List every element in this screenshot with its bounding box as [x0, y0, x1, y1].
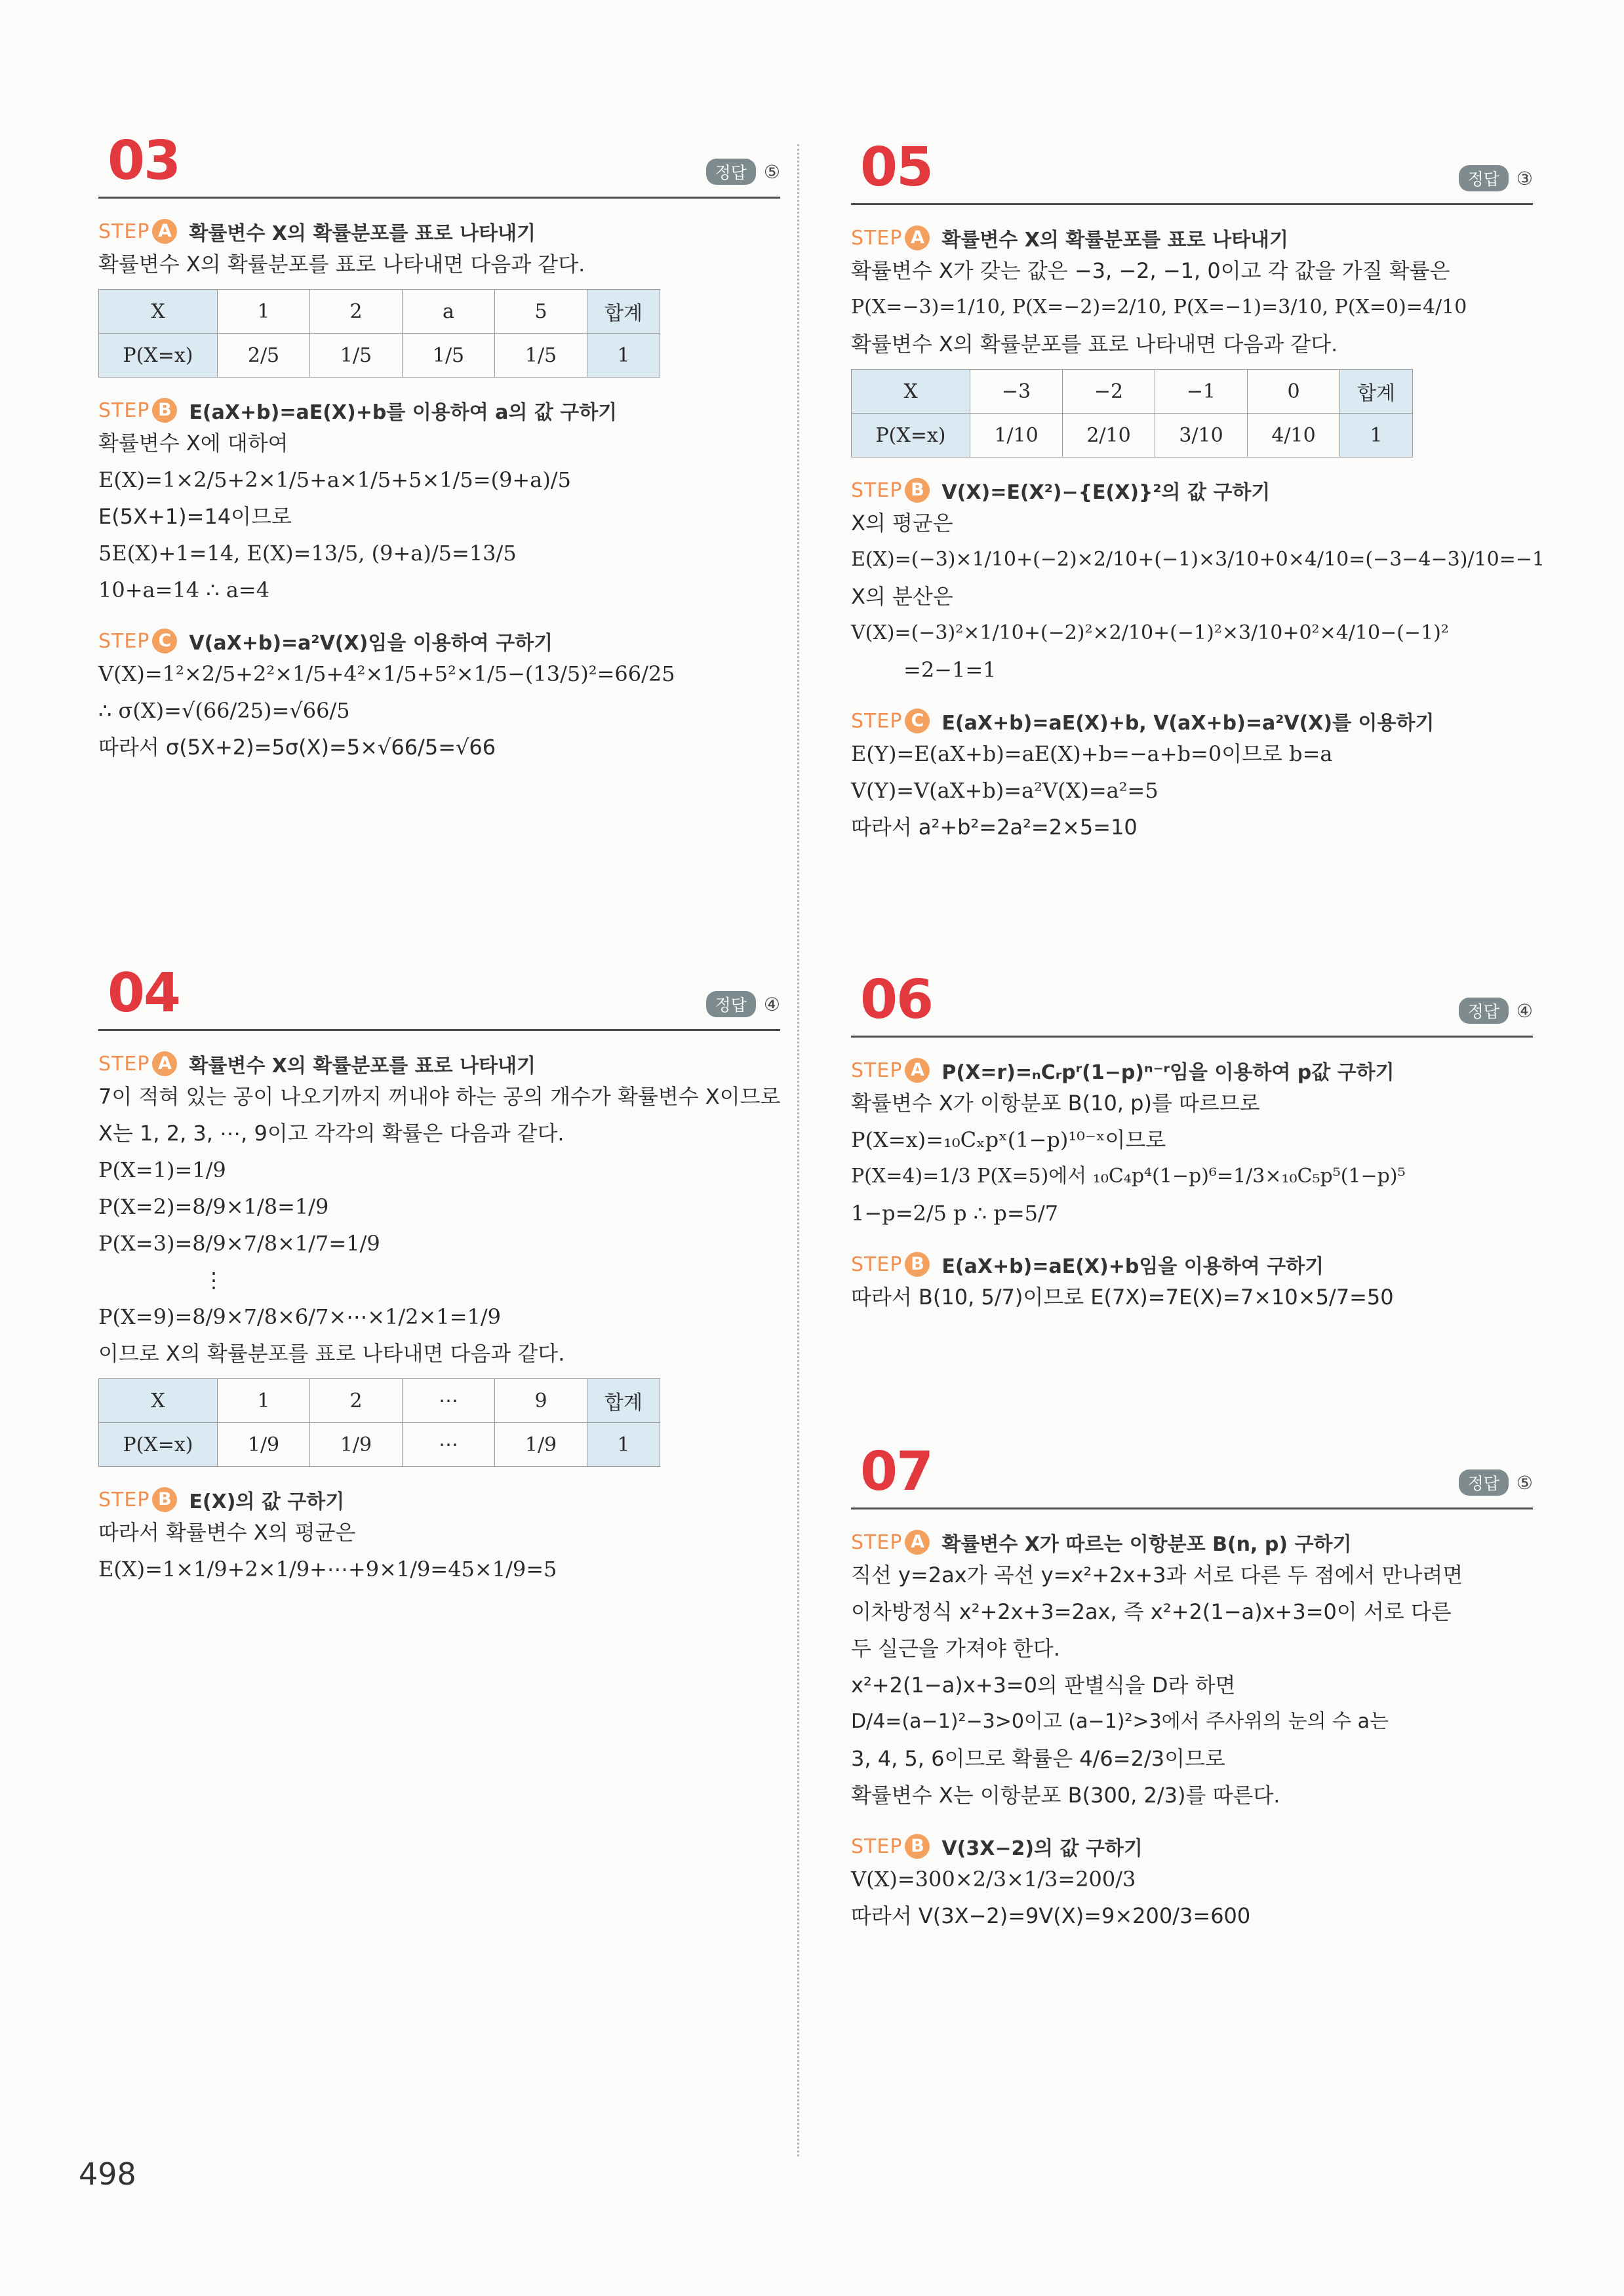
problem-number: 07 — [860, 1441, 933, 1503]
step-letter-badge: B — [905, 1252, 930, 1277]
problem-04 — [98, 957, 780, 1587]
answer-label: 정답 — [706, 991, 756, 1017]
table-cell: ⋯ — [403, 1423, 495, 1467]
column-divider — [797, 144, 799, 2156]
step-a-heading — [98, 1049, 780, 1078]
solution-line: P(X=2)=8/9×1/8=1/9 — [98, 1194, 329, 1219]
step-title: V(aX+b)=a²V(X)임을 이용하여 구하기 — [189, 632, 553, 655]
solution-line: 7이 적혀 있는 공이 나오기까지 꺼내야 하는 공의 개수가 확률변수 X이므로 — [98, 1084, 781, 1109]
answer-indicator — [1459, 165, 1533, 191]
solution-line: P(X=1)=1/9 — [98, 1158, 226, 1182]
table-header-cell: P(X=x) — [99, 1423, 218, 1467]
solution-line: P(X=4)=1/3 P(X=5)에서 ₁₀C₄p⁴(1−p)⁶=1/3×₁₀C₅p⁵(1−p)⁵ — [851, 1165, 1406, 1188]
step-title: 확률변수 X의 확률분포를 표로 나타내기 — [941, 229, 1289, 252]
step-word: STEP — [851, 1059, 903, 1082]
table-total-cell: 합계 — [1340, 370, 1413, 414]
table-row — [99, 334, 660, 378]
step-word: STEP — [98, 629, 150, 653]
table-cell: 2 — [310, 290, 403, 334]
answer-label: 정답 — [1459, 998, 1509, 1024]
answer-value: ③ — [1516, 168, 1533, 189]
answer-label: 정답 — [1459, 1469, 1509, 1496]
step-word: STEP — [98, 399, 150, 422]
step-title: V(X)=E(X²)−{E(X)}²의 값 구하기 — [941, 481, 1271, 504]
distribution-table — [98, 1378, 660, 1467]
answer-value: ④ — [763, 994, 780, 1015]
solution-line: P(X=9)=8/9×7/8×6/7×⋯×1/2×1=1/9 — [98, 1304, 501, 1329]
step-letter-badge: B — [152, 398, 177, 423]
solution-line: V(Y)=V(aX+b)=a²V(X)=a²=5 — [851, 778, 1159, 803]
step-letter-badge: A — [905, 1058, 930, 1083]
table-cell: −2 — [1063, 370, 1155, 414]
answer-value: ⑤ — [1516, 1472, 1533, 1494]
table-cell: 1/5 — [310, 334, 403, 378]
solution-line: 5E(X)+1=14, E(X)=13/5, (9+a)/5=13/5 — [98, 541, 517, 566]
step-letter-badge: B — [905, 478, 930, 503]
problem-header — [98, 957, 780, 1031]
table-cell: ⋯ — [403, 1379, 495, 1423]
table-cell: a — [403, 290, 495, 334]
table-row — [99, 1423, 660, 1467]
solution-line: X는 1, 2, 3, ⋯, 9이고 각각의 확률은 다음과 같다. — [98, 1121, 564, 1146]
table-header-cell: X — [99, 290, 218, 334]
step-b-heading — [851, 1250, 1533, 1279]
table-row — [99, 1379, 660, 1423]
step-title: P(X=r)=ₙCᵣpʳ(1−p)ⁿ⁻ʳ임을 이용하여 p값 구하기 — [941, 1061, 1395, 1084]
table-total-cell: 합계 — [587, 290, 660, 334]
solution-line: E(Y)=E(aX+b)=aE(X)+b=−a+b=0이므로 b=a — [851, 741, 1333, 766]
problem-06 — [851, 963, 1533, 1315]
table-cell: 1/5 — [403, 334, 495, 378]
answer-value: ④ — [1516, 1000, 1533, 1022]
problem-header — [851, 963, 1533, 1038]
solution-line: 이므로 X의 확률분포를 표로 나타내면 다음과 같다. — [98, 1341, 565, 1366]
answer-label: 정답 — [706, 159, 756, 185]
solution-line: 따라서 a²+b²=2a²=2×5=10 — [851, 815, 1138, 840]
table-total-cell: 1 — [1340, 414, 1413, 457]
step-c-heading — [98, 627, 780, 655]
problem-number: 04 — [108, 962, 180, 1024]
distribution-table — [98, 289, 660, 378]
table-total-cell: 1 — [587, 334, 660, 378]
table-header-cell: P(X=x) — [99, 334, 218, 378]
solution-line: E(X)=1×1/9+2×1/9+⋯+9×1/9=45×1/9=5 — [98, 1557, 557, 1582]
solution-line: 이차방정식 x²+2x+3=2ax, 즉 x²+2(1−a)x+3=0이 서로 다른 — [851, 1599, 1452, 1624]
problem-header — [98, 125, 780, 199]
step-word: STEP — [851, 478, 903, 502]
step-letter-badge: B — [152, 1487, 177, 1512]
table-cell: 2/10 — [1063, 414, 1155, 457]
problem-header — [851, 1435, 1533, 1509]
step-a-heading — [851, 224, 1533, 252]
table-cell: −1 — [1155, 370, 1248, 414]
solution-line: =2−1=1 — [903, 657, 997, 682]
table-cell: 2 — [310, 1379, 403, 1423]
table-cell: 9 — [495, 1379, 587, 1423]
problem-number: 06 — [860, 969, 933, 1031]
step-title: E(aX+b)=aE(X)+b, V(aX+b)=a²V(X)를 이용하기 — [941, 712, 1435, 735]
table-header-cell: P(X=x) — [852, 414, 970, 457]
step-word: STEP — [851, 1530, 903, 1554]
solution-line: 확률변수 X가 갖는 값은 −3, −2, −1, 0이고 각 값을 가질 확률은 — [851, 258, 1450, 283]
solution-line: 두 실근을 가져야 한다. — [851, 1636, 1060, 1661]
step-b-heading — [851, 1832, 1533, 1861]
table-cell: 1/9 — [218, 1423, 310, 1467]
problem-number: 05 — [860, 136, 933, 199]
step-b-heading — [851, 476, 1533, 505]
step-letter-badge: B — [905, 1834, 930, 1859]
table-total-cell: 1 — [587, 1423, 660, 1467]
distribution-table — [851, 369, 1413, 457]
table-cell: 1/5 — [495, 334, 587, 378]
solution-line: ⋮ — [203, 1268, 224, 1293]
step-word: STEP — [851, 226, 903, 250]
problem-05 — [851, 131, 1545, 846]
table-cell: −3 — [970, 370, 1063, 414]
step-word: STEP — [851, 1835, 903, 1858]
table-cell: 5 — [495, 290, 587, 334]
page-number: 498 — [79, 2156, 136, 2192]
step-title: V(3X−2)의 값 구하기 — [941, 1837, 1143, 1860]
problem-07 — [851, 1435, 1533, 1934]
step-word: STEP — [851, 709, 903, 733]
step-title: 확률변수 X의 확률분포를 표로 나타내기 — [189, 1055, 536, 1078]
table-cell: 1 — [218, 1379, 310, 1423]
step-word: STEP — [98, 1052, 150, 1076]
step-title: E(X)의 값 구하기 — [189, 1490, 345, 1513]
answer-value: ⑤ — [763, 161, 780, 183]
table-cell: 1/9 — [310, 1423, 403, 1467]
answer-indicator — [1459, 998, 1533, 1024]
answer-indicator — [1459, 1469, 1533, 1496]
step-letter-badge: A — [152, 219, 177, 244]
solution-line: 따라서 σ(5X+2)=5σ(X)=5×√66/5=√66 — [98, 735, 496, 760]
step-letter-badge: C — [905, 709, 930, 733]
table-cell: 3/10 — [1155, 414, 1248, 457]
solution-line: V(X)=1²×2/5+2²×1/5+4²×1/5+5²×1/5−(13/5)²=66/25 — [98, 661, 675, 686]
answer-indicator — [706, 159, 780, 185]
solution-line: 확률변수 X에 대하여 — [98, 431, 288, 456]
problem-number: 03 — [108, 130, 180, 192]
answer-label: 정답 — [1459, 165, 1509, 191]
solution-line: 3, 4, 5, 6이므로 확률은 4/6=2/3이므로 — [851, 1746, 1225, 1771]
solution-line: 확률변수 X의 확률분포를 표로 나타내면 다음과 같다. — [98, 252, 585, 277]
step-b-heading — [98, 1485, 780, 1514]
solution-line: V(X)=300×2/3×1/3=200/3 — [851, 1867, 1136, 1892]
solution-line: 10+a=14 ∴ a=4 — [98, 577, 270, 602]
table-total-cell: 합계 — [587, 1379, 660, 1423]
step-letter-badge: A — [152, 1051, 177, 1076]
solution-line: E(X)=(−3)×1/10+(−2)×2/10+(−1)×3/10+0×4/10=(−3−4−3)/10=−1 — [851, 548, 1545, 571]
table-cell: 0 — [1248, 370, 1340, 414]
solution-line: E(X)=1×2/5+2×1/5+a×1/5+5×1/5=(9+a)/5 — [98, 467, 571, 492]
solution-line: 확률변수 X는 이항분포 B(300, 2/3)를 따른다. — [851, 1783, 1280, 1808]
step-letter-badge: A — [905, 225, 930, 250]
solution-line: X의 평균은 — [851, 511, 953, 535]
step-title: E(aX+b)=aE(X)+b임을 이용하여 구하기 — [941, 1255, 1324, 1278]
step-a-heading — [851, 1528, 1533, 1557]
table-cell: 4/10 — [1248, 414, 1340, 457]
solution-line: V(X)=(−3)²×1/10+(−2)²×2/10+(−1)²×3/10+0²×4/10−(−1)² — [851, 621, 1449, 644]
solution-line: 따라서 확률변수 X의 평균은 — [98, 1520, 356, 1545]
step-letter-badge: A — [905, 1530, 930, 1555]
solution-line: 직선 y=2ax가 곡선 y=x²+2x+3과 서로 다른 두 점에서 만나려면 — [851, 1563, 1463, 1587]
table-header-cell: X — [99, 1379, 218, 1423]
step-c-heading — [851, 707, 1533, 735]
solution-line: P(X=−3)=1/10, P(X=−2)=2/10, P(X=−1)=3/10, P(X=0)=4/10 — [851, 296, 1467, 319]
solution-line: D/4=(a−1)²−3>0이고 (a−1)²>3에서 주사위의 눈의 수 a는 — [851, 1710, 1389, 1733]
solution-line: 따라서 V(3X−2)=9V(X)=9×200/3=600 — [851, 1903, 1251, 1928]
problem-03 — [98, 125, 780, 766]
solution-line: 확률변수 X가 이항분포 B(10, p)를 따르므로 — [851, 1091, 1260, 1116]
solution-line: P(X=3)=8/9×7/8×1/7=1/9 — [98, 1231, 380, 1256]
solution-line: E(5X+1)=14이므로 — [98, 504, 292, 529]
solution-line: 1−p=2/5 p ∴ p=5/7 — [851, 1201, 1059, 1226]
answer-indicator — [706, 991, 780, 1017]
solution-line: P(X=x)=₁₀Cₓpˣ(1−p)¹⁰⁻ˣ이므로 — [851, 1127, 1166, 1152]
table-row — [99, 290, 660, 334]
step-b-heading — [98, 396, 780, 425]
solution-line: 따라서 B(10, 5/7)이므로 E(7X)=7E(X)=7×10×5/7=50 — [851, 1285, 1394, 1310]
table-row — [852, 370, 1413, 414]
table-cell: 1/10 — [970, 414, 1063, 457]
step-a-heading — [98, 217, 780, 246]
solution-line: x²+2(1−a)x+3=0의 판별식을 D라 하면 — [851, 1673, 1236, 1698]
step-letter-badge: C — [152, 629, 177, 653]
table-cell: 1 — [218, 290, 310, 334]
table-row — [852, 414, 1413, 457]
solution-line: ∴ σ(X)=√(66/25)=√66/5 — [98, 698, 350, 723]
solution-line: 확률변수 X의 확률분포를 표로 나타내면 다음과 같다. — [851, 332, 1338, 357]
problem-header — [851, 131, 1533, 205]
step-word: STEP — [851, 1253, 903, 1276]
table-cell: 2/5 — [218, 334, 310, 378]
step-word: STEP — [98, 1488, 150, 1511]
step-title: 확률변수 X가 따르는 이항분포 B(n, p) 구하기 — [941, 1533, 1352, 1556]
step-word: STEP — [98, 220, 150, 243]
table-cell: 1/9 — [495, 1423, 587, 1467]
step-a-heading — [851, 1056, 1533, 1085]
table-header-cell: X — [852, 370, 970, 414]
step-title: 확률변수 X의 확률분포를 표로 나타내기 — [189, 222, 536, 245]
solution-line: X의 분산은 — [851, 584, 953, 609]
step-title: E(aX+b)=aE(X)+b를 이용하여 a의 값 구하기 — [189, 401, 618, 424]
